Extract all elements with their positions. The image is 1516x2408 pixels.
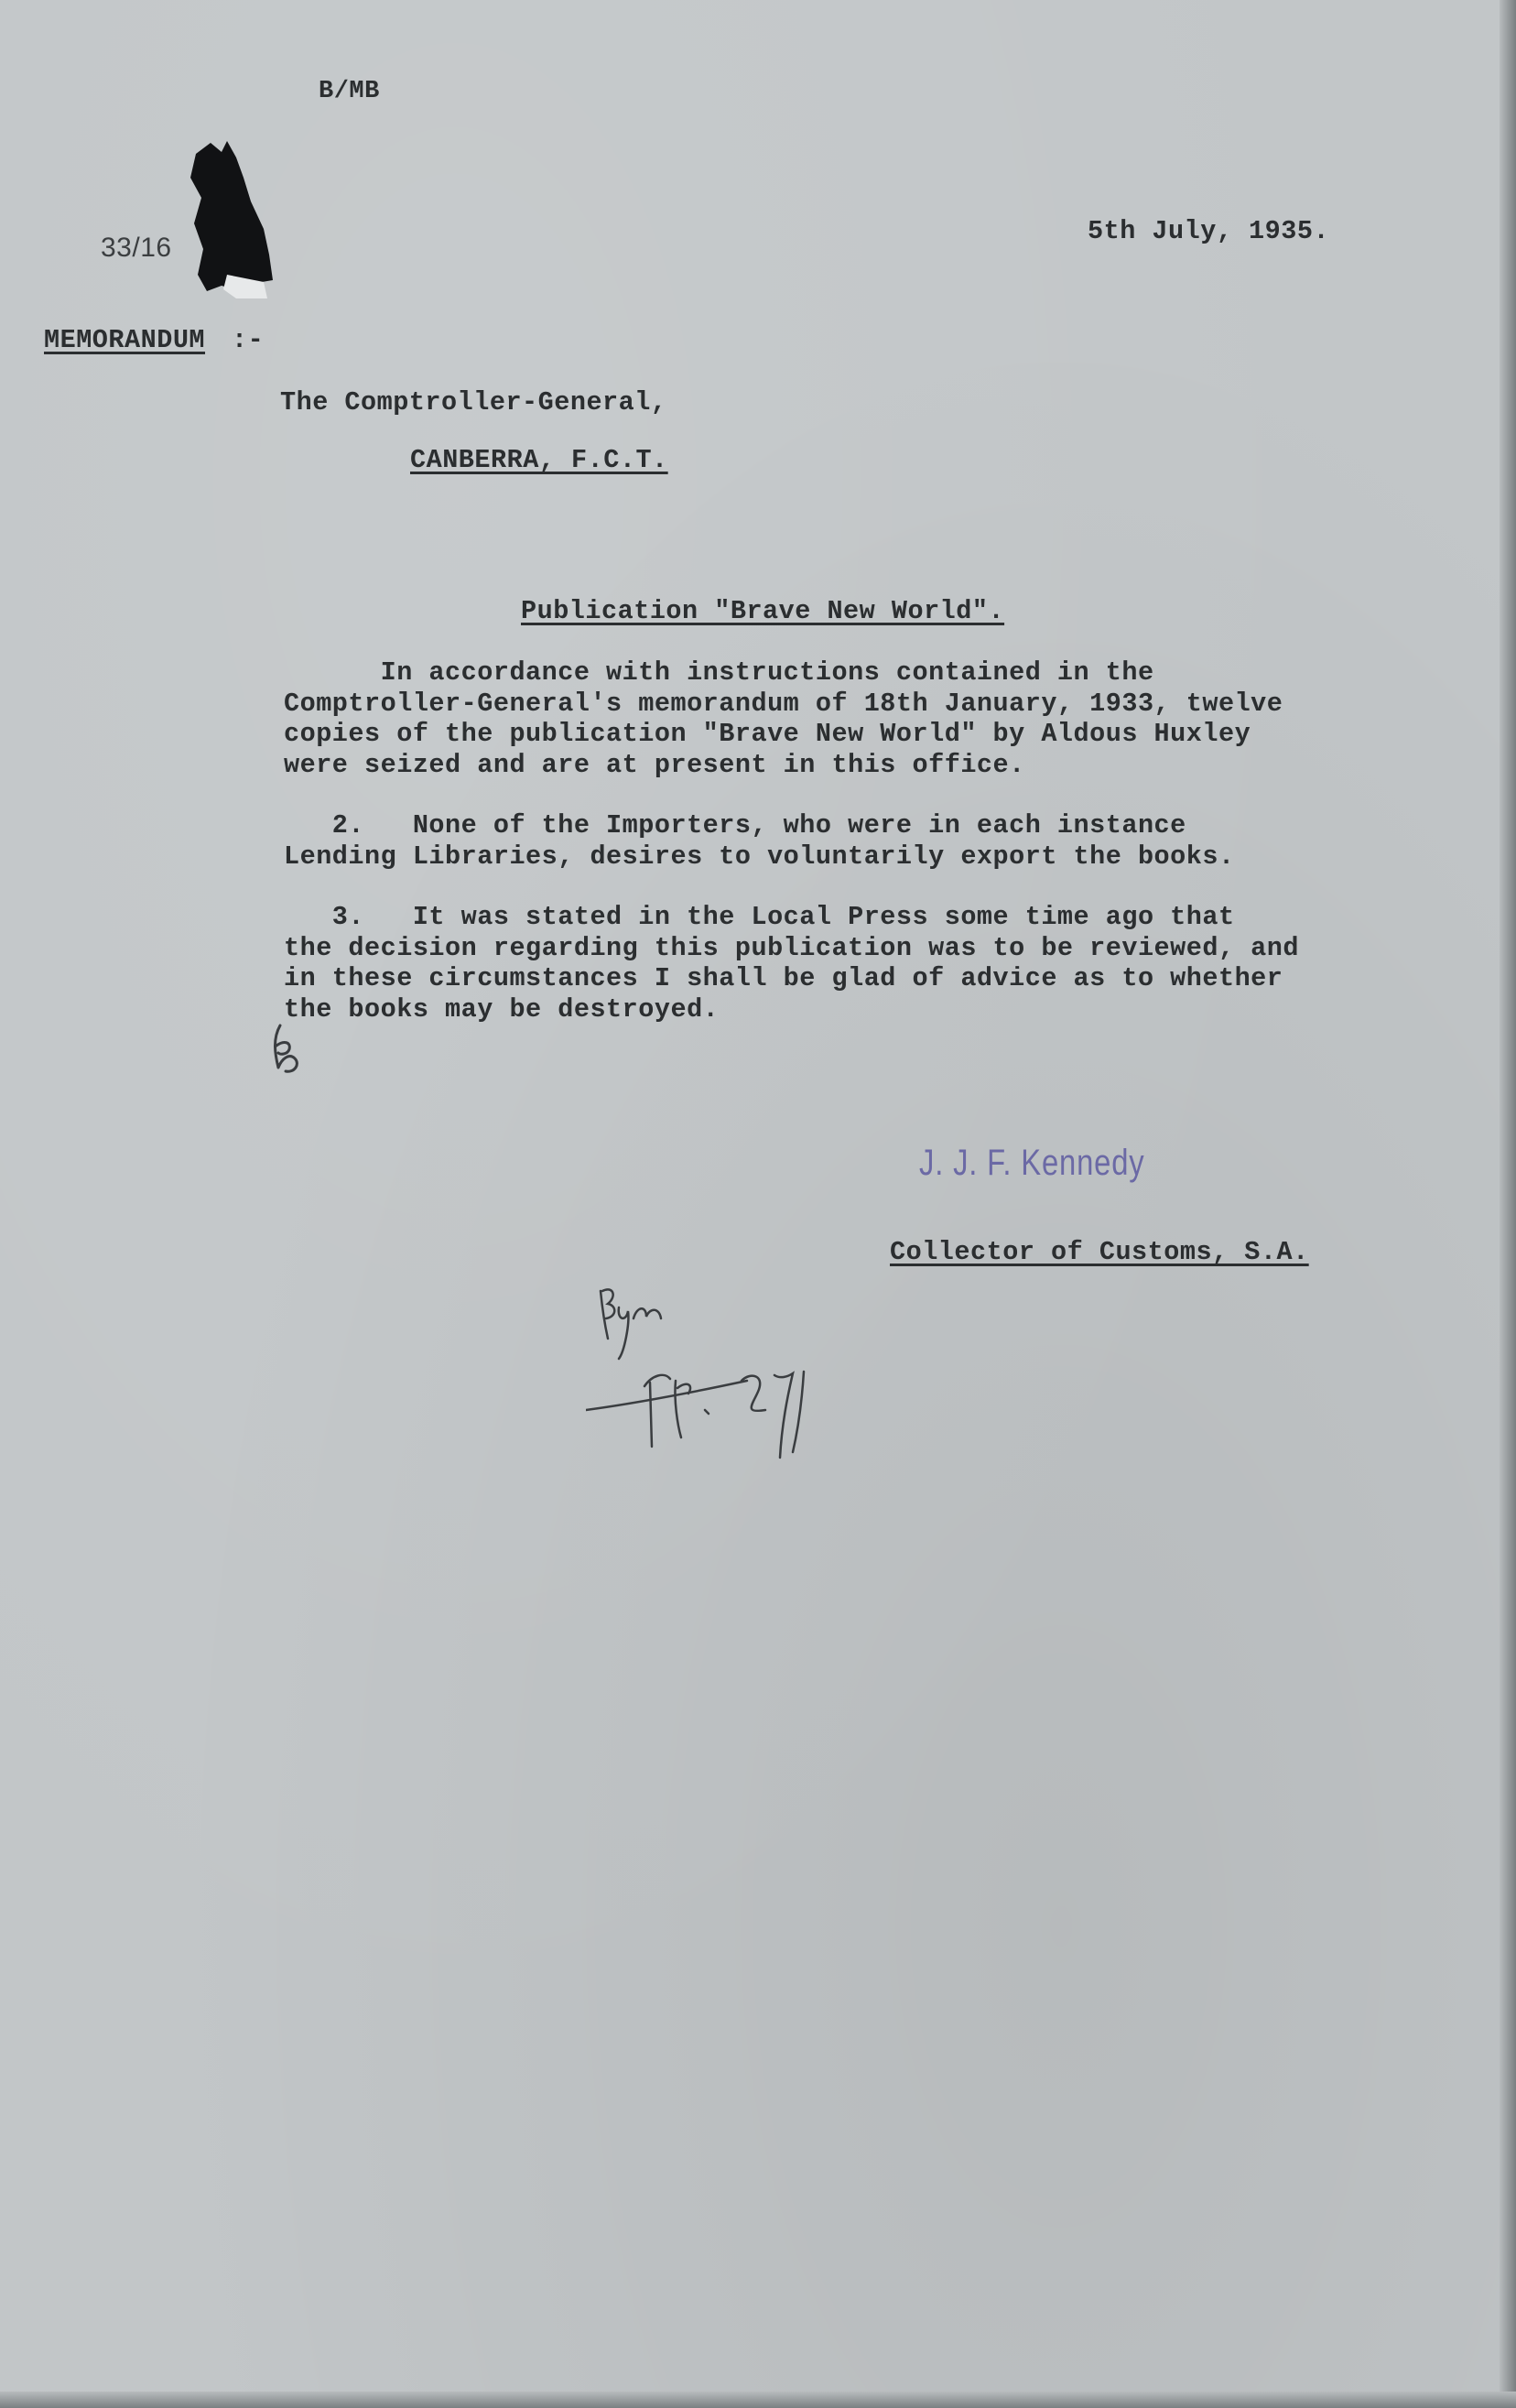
addressee-title: The Comptroller-General, (280, 387, 667, 418)
reference-initials: B/MB (319, 78, 380, 105)
memo-heading-suffix: :- (232, 325, 265, 355)
page-edge-bottom (0, 2392, 1516, 2408)
signatory-title: Collector of Customs, S.A. (890, 1237, 1309, 1267)
handwritten-minute-mark (586, 1264, 888, 1483)
subject-line: Publication "Brave New World". (521, 596, 1005, 626)
paragraph-2: 2. None of the Importers, who were in each instance Lending Libraries, desires to voluntarily export the books. (284, 810, 1235, 872)
torn-paper-mark (179, 137, 278, 300)
handwritten-initials-mark (267, 1022, 308, 1079)
page-edge-right (1500, 0, 1516, 2408)
signature-stamp: J. J. F. Kennedy (919, 1143, 1145, 1183)
paragraph-3: 3. It was stated in the Local Press some time ago that the decision regarding this publication was to be reviewed, and in these circumstances I shall be glad of advice as to whether the books may be destroyed. (284, 902, 1299, 1025)
memo-date: 5th July, 1935. (1088, 216, 1330, 246)
paragraph-1: In accordance with instructions contained in the Comptroller-General's memorandum of 18th January, 1933, twelve copies of the publication "Brave New World" by Aldous Huxley were seized and are at present in this office. (284, 657, 1283, 780)
memo-heading: MEMORANDUM (44, 325, 206, 355)
file-number: 33/16 (101, 233, 172, 263)
addressee-location: CANBERRA, F.C.T. (410, 445, 668, 475)
